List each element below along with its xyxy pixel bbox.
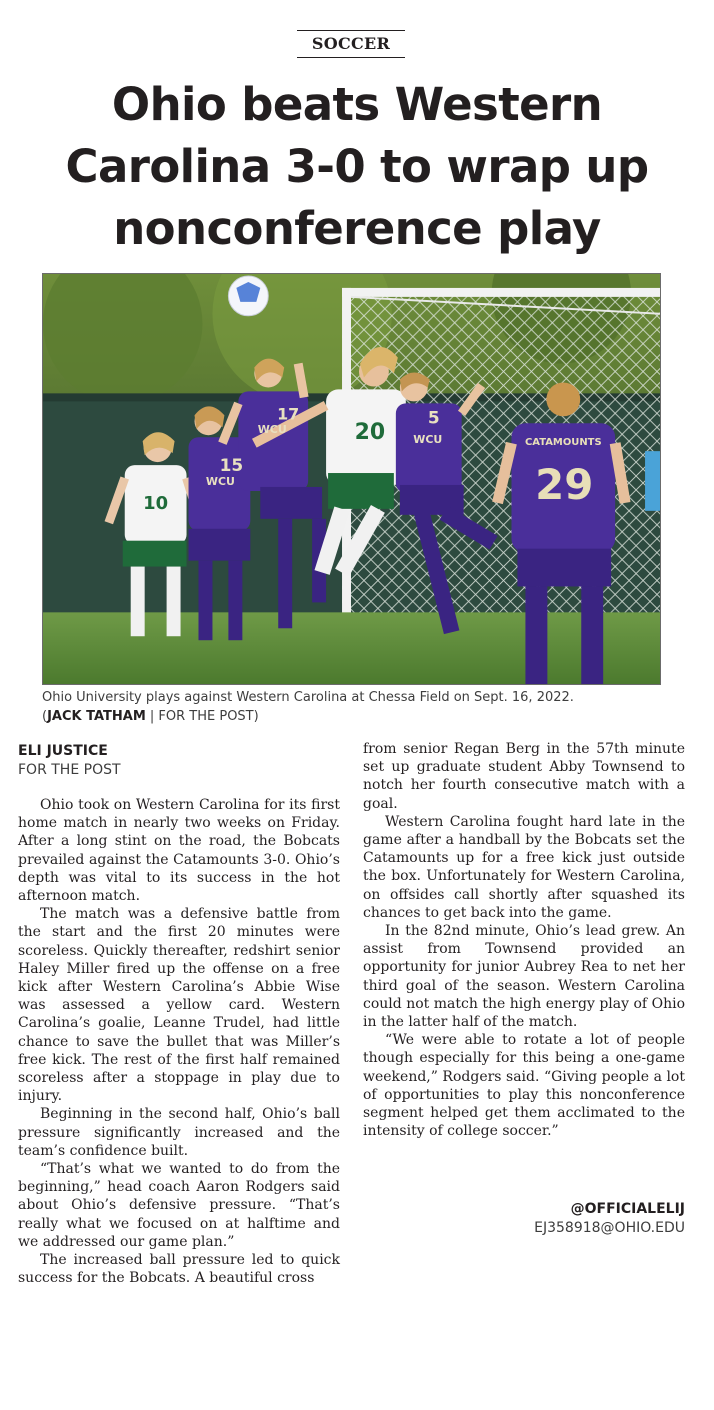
section-label: SOCCER: [297, 30, 405, 58]
jersey-number: 29: [535, 459, 594, 509]
author-social-handle[interactable]: @OFFICIALELIJ: [570, 1201, 685, 1217]
jersey-wordmark: WCU: [205, 474, 235, 488]
article-paragraph: The match was a defensive battle from the start and the first 20 minutes were scoreless. Quickly thereafter, redshirt senior Haley Miller fired up the offense on a free kick after Western Carolina’s Abbie Wise was assessed a yellow card. Western Carolina’s goalie, Leanne Trudel, had little chance to save the bullet that was Miller’s free kick. The rest of the first half remained scoreless after a stoppage in play due to injury.: [18, 906, 340, 1105]
jersey-wordmark: WCU: [257, 423, 287, 437]
headline-line-3: nonconference play: [113, 202, 601, 255]
caption-text: Ohio University plays against Western Carolina at Chessa Field on Sept. 16, 2022.: [42, 690, 574, 705]
article-column-left: [18, 796, 340, 1287]
article-paragraph: Western Carolina fought hard late in the game after a handball by the Bobcats set the Catamounts up for a free kick just outside the box. Unfortunately for Western Carolina, on offsides call shortly after squashed its chances to get back into the game.: [363, 813, 685, 921]
byline-author: ELI JUSTICE: [18, 743, 108, 759]
jersey-number: 15: [219, 455, 244, 476]
article-paragraph: “That’s what we wanted to do from the beginning,” head coach Aaron Rodgers said about Ohio’s defensive pressure. “That’s really what we focused on at halftime and we addressed our game plan.”: [18, 1161, 340, 1250]
jersey-number: 20: [354, 420, 386, 446]
jersey-number: 10: [143, 492, 169, 514]
headline-line-1: Ohio beats Western: [111, 78, 603, 131]
photo-credit-name: JACK TATHAM: [47, 708, 146, 724]
headline-line-2: Carolina 3-0 to wrap up: [65, 140, 649, 193]
jersey-number: 17: [277, 404, 300, 424]
headline: [14, 74, 700, 260]
article-column-right: [363, 740, 685, 1140]
match-photo: [42, 273, 661, 685]
article-paragraph: The increased ball pressure led to quick success for the Bobcats. A beautiful cross: [18, 1252, 340, 1287]
photo-caption: [42, 689, 682, 726]
caption-credit-open: (: [42, 708, 48, 724]
article-paragraph-continued: from senior Regan Berg in the 57th minute set up graduate student Abby Townsend to notch her fourth consecutive match with a goal.: [363, 741, 685, 812]
article-paragraph: “We were able to rotate a lot of people though especially for this being a one-game weekend,” Rodgers said. “Giving people a lot of opportunities to play this nonconference segment helped get them acclimated to the intensity of college soccer.”: [363, 1032, 685, 1140]
photo-credit-affiliation: | FOR THE POST): [145, 708, 259, 724]
jersey-wordmark: CATAMOUNTS: [524, 437, 602, 449]
article-paragraph: Beginning in the second half, Ohio’s ball pressure significantly increased and the team’s confidence built.: [18, 1106, 340, 1159]
article-paragraph: In the 82nd minute, Ohio’s lead grew. An assist from Townsend provided an opportunity for junior Aubrey Rea to net her third goal of the season. Western Carolina could not match the high energy play of Ohio in the latter half of the match.: [363, 923, 685, 1031]
article-paragraph: Ohio took on Western Carolina for its first home match in nearly two weeks on Friday. After a long stint on the road, the Bobcats prevailed against the Catamounts 3-0. Ohio’s depth was vital to its success in the hot afternoon match.: [18, 797, 340, 905]
byline-affiliation: FOR THE POST: [18, 762, 121, 778]
jersey-number: 5: [427, 407, 440, 428]
author-email[interactable]: EJ358918@OHIO.EDU: [534, 1220, 685, 1236]
jersey-wordmark: WCU: [413, 433, 443, 447]
